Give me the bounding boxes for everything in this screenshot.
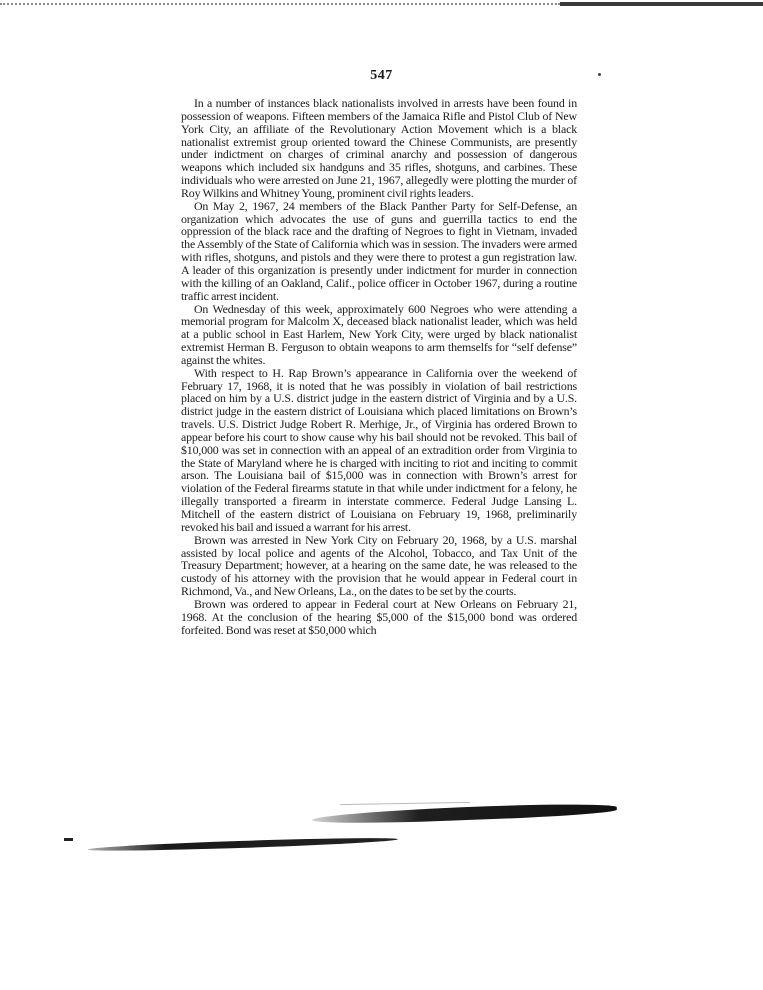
scan-streak-mark	[64, 838, 73, 841]
scan-dotted-edge	[0, 3, 560, 5]
scan-streak-upper	[312, 801, 617, 826]
paragraph-rap-brown-bail: With respect to H. Rap Brown’s appearance in California over the weekend of February 17, 1968, it is noted that he was possibly in violation of bail restrictions placed on him by a U.S. district judge in the eastern district of Virginia and by a U.S. district judge in the eastern district of Louisiana which placed limitations on Brown’s travels. U.S. District Judge Robert R. Merhige, Jr., of Virginia has ordered Brown to appear before his court to show cause why his bail should not be revoked. This bail of $10,000 was set in connection with an appeal of an extradition order from Virginia to the State of Maryland where he is charged with inciting to riot and inciting to commit arson. The Louisiana bail of $15,000 was in connection with Brown’s arrest for violation of the Federal firearms statute in that while under indictment for a felony, he illegally transported a firearm in interstate commerce. Federal Judge Lansing L. Mitchell of the eastern district of Louisiana on February 19, 1968, preliminarily revoked his bail and issued a warrant for his arrest.	[181, 365, 577, 534]
scan-streak-lower	[88, 836, 398, 853]
scan-top-edge	[0, 0, 763, 10]
paragraph-malcolm-x-memorial: On Wednesday of this week, approximately 600 Negroes who were attending a memorial program for Malcolm X, deceased black nationalist leader, which was held at a public school in East Harlem, New York City, were urged by black nationalist extremist Herman B. Ferguson to obtain weapons to arm themselfs for “self defense” against the whites.	[181, 301, 577, 367]
scan-faint-streak	[340, 802, 470, 805]
page-number: 547	[370, 68, 393, 83]
scan-speck	[598, 73, 601, 76]
paragraph-new-orleans-court: Brown was ordered to appear in Federal court at New Orleans on February 21, 1968. At the conclusion of the hearing $5,000 of the $15,000 bond was ordered forfeited. Bond was reset at $50,000 which	[181, 596, 577, 637]
document-body	[181, 97, 577, 636]
scan-dark-bar	[560, 2, 763, 6]
paragraph-black-panther-party: On May 2, 1967, 24 members of the Black Panther Party for Self-Defense, an organization which advocates the use of guns and guerrilla tactics to end the oppression of the black race and the drafting of Negroes to fight in Vietnam, invaded the Assembly of the State of California which was in session. The invaders were armed with rifles, shotguns, and pistols and they were there to protest a gun registration law. A leader of this organization is presently under indictment for murder in connection with the killing of an Oakland, Calif., police officer in October 1967, during a routine traffic arrest incident.	[181, 198, 577, 303]
paragraph-brown-arrest: Brown was arrested in New York City on February 20, 1968, by a U.S. marshal assisted by local police and agents of the Alcohol, Tobacco, and Tax Unit of the Treasury Department; however, at a hearing on the same date, he was released to the custody of his attorney with the provision that he would appear in Federal court in Richmond, Va., and New Orleans, La., on the dates to be set by the courts.	[181, 532, 577, 599]
paragraph-weapons-arrests: In a number of instances black nationalists involved in arrests have been found in possession of weapons. Fifteen members of the Jamaica Rifle and Pistol Club of New York City, an affiliate of the Revolutionary Action Movement which is a black nationalist extremist group oriented toward the Chinese Communists, are presently under indictment on charges of criminal anarchy and possession of dangerous weapons which included six handguns and 35 rifles, shotguns, and carbines. These individuals who were arrested on June 21, 1967, allegedly were plotting the murder of Roy Wilkins and Whitney Young, prominent civil rights leaders.	[181, 96, 577, 200]
